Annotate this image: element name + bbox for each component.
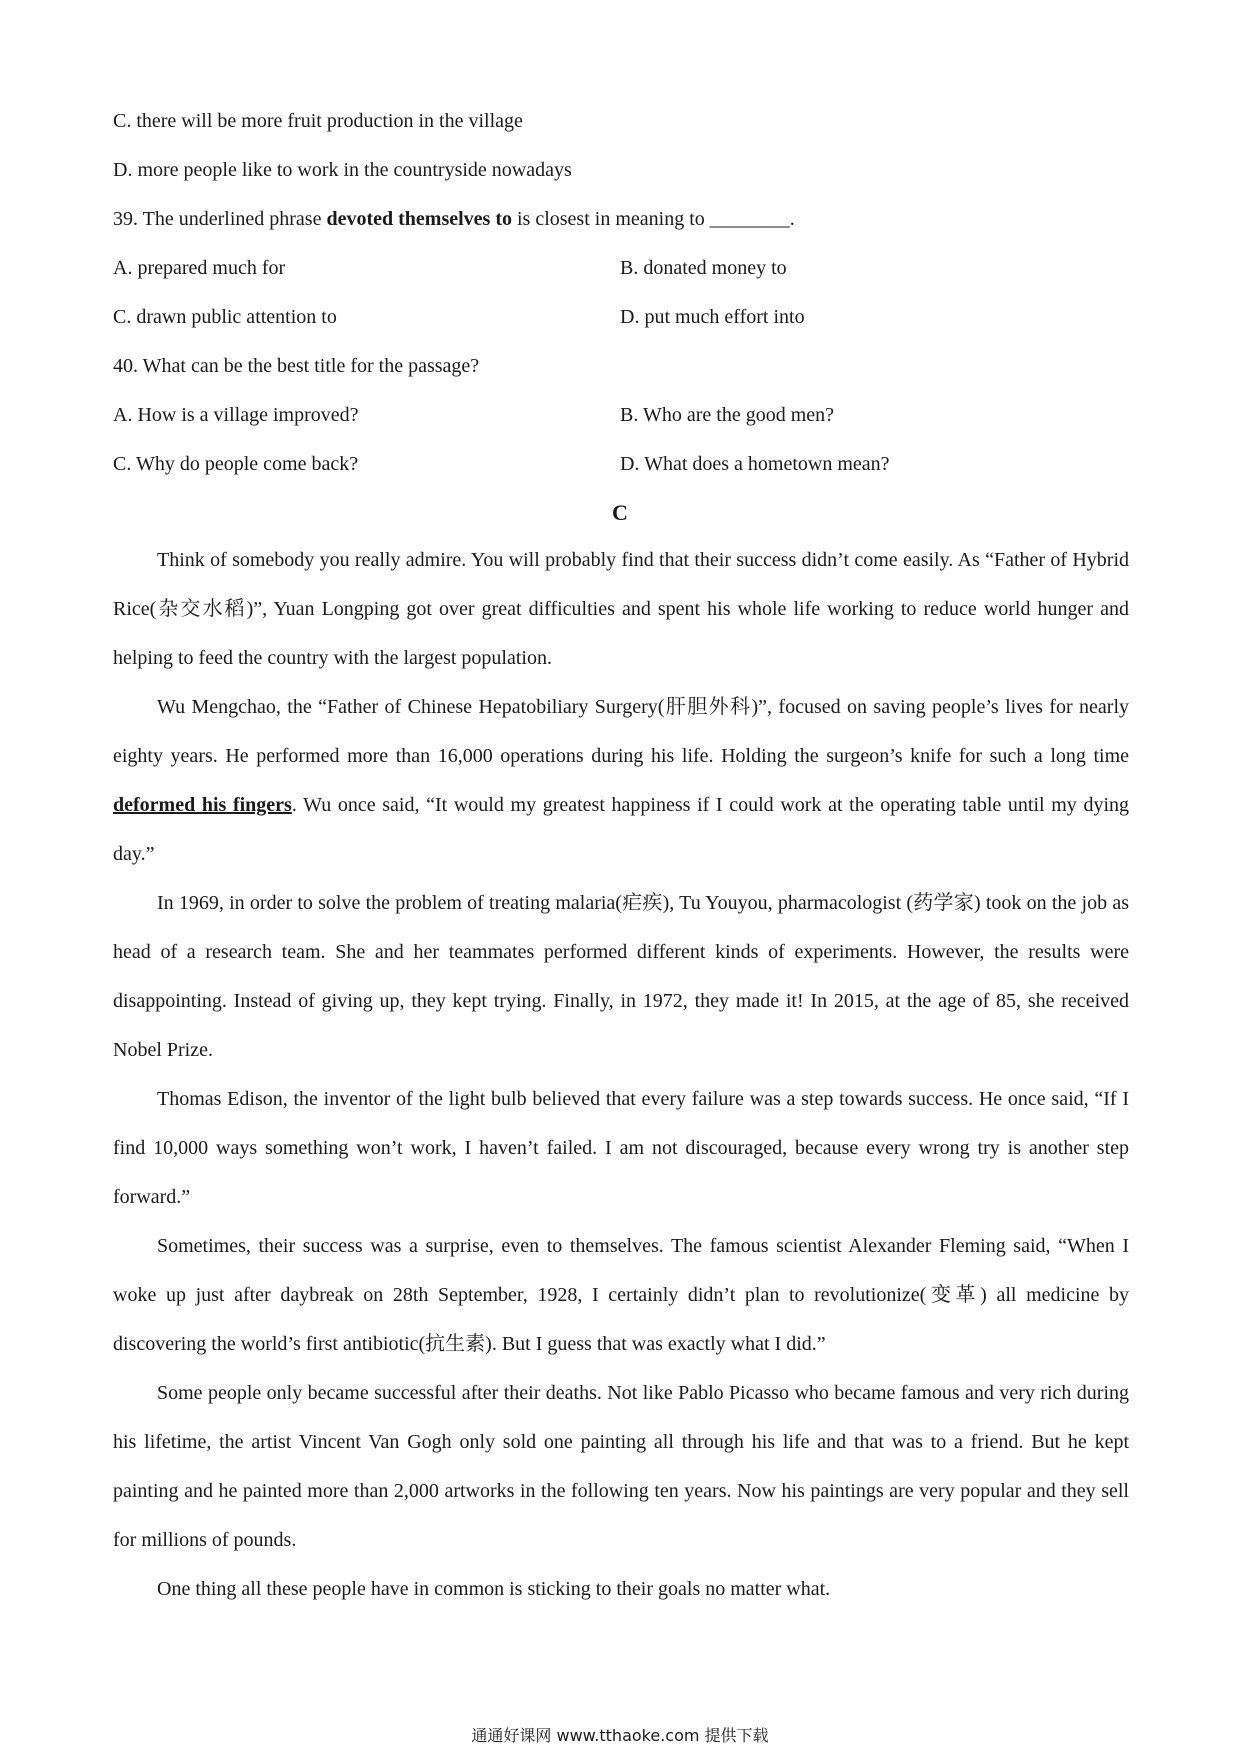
q38-option-c: C. there will be more fruit production in the village <box>113 110 523 132</box>
paragraph-6: Some people only became successful after their deaths. Not like Pablo Picasso who became famous and very rich during his lifetime, the artist Vincent Van Gogh only sold one painting all through his life and that was to a friend. But he kept painting and he painted more than 2,000 artworks in the following ten years. Now his paintings are very popular and they sell for millions of pounds. <box>113 1382 1129 1551</box>
q39-option-d: D. put much effort into <box>620 306 805 328</box>
paragraph-4: Thomas Edison, the inventor of the light bulb believed that every failure was a step towards success. He once said, “If I find 10,000 ways something won’t work, I haven’t failed. I am not discouraged, because every wrong try is another step forward.” <box>113 1088 1129 1208</box>
paragraph-7: One thing all these people have in common is sticking to their goals no matter what. <box>157 1578 831 1600</box>
paragraph-2 <box>113 683 1129 879</box>
section-heading: C <box>612 500 628 525</box>
q39-stem-after: is closest in meaning to ________. <box>512 208 795 230</box>
q39-option-c: C. drawn public attention to <box>113 306 337 328</box>
q39-stem-before: 39. The underlined phrase <box>113 208 327 230</box>
q38-option-d: D. more people like to work in the countryside nowadays <box>113 159 572 181</box>
q39-stem <box>113 206 795 232</box>
paragraph-5: Sometimes, their success was a surprise, even to themselves. The famous scientist Alexander Fleming said, “When I woke up just after daybreak on 28th September, 1928, I certainly didn’t plan to revolutionize(变革) all medicine by discovering the world’s first antibiotic(抗生素). But I guess that was exactly what I did.” <box>113 1235 1129 1355</box>
q40-option-d: D. What does a hometown mean? <box>620 453 890 475</box>
q40-option-a: A. How is a village improved? <box>113 404 359 426</box>
q40-option-b: B. Who are the good men? <box>620 404 835 426</box>
q39-option-b: B. donated money to <box>620 257 787 279</box>
paragraph-1: Think of somebody you really admire. You will probably find that their success didn’t come easily. As “Father of Hybrid Rice(杂交水稻)”, Yuan Longping got over great difficulties and spent his whole life working to reduce world hunger and helping to feed the country with the largest population. <box>113 549 1129 669</box>
q40-stem: 40. What can be the best title for the passage? <box>113 355 480 377</box>
q39-option-a: A. prepared much for <box>113 257 286 279</box>
paragraph-3: In 1969, in order to solve the problem of treating malaria(疟疾), Tu Youyou, pharmacologist (药学家) took on the job as head of a research team. She and her teammates performed different kinds of experiments. However, the results were disappointing. Instead of giving up, they kept trying. Finally, in 1972, they made it! In 2015, at the age of 85, she received Nobel Prize. <box>113 892 1129 1061</box>
underlined-phrase: deformed his fingers <box>113 794 292 816</box>
paragraph-2-text-before: Wu Mengchao, the “Father of Chinese Hepatobiliary Surgery(肝胆外科)”, focused on saving people’s lives for nearly eighty years. He performed more than 16,000 operations during his life. Holding the surgeon’s knife for such a long time <box>113 696 1129 767</box>
paragraph-2-text-after: . Wu once said, “It would my greatest happiness if I could work at the operating table until my dying day.” <box>113 794 1130 865</box>
q39-stem-bold: devoted themselves to <box>326 208 512 230</box>
q40-option-c: C. Why do people come back? <box>113 453 359 475</box>
footer-credit: 通通好课网 www.tthaoke.com 提供下载 <box>471 1726 769 1745</box>
